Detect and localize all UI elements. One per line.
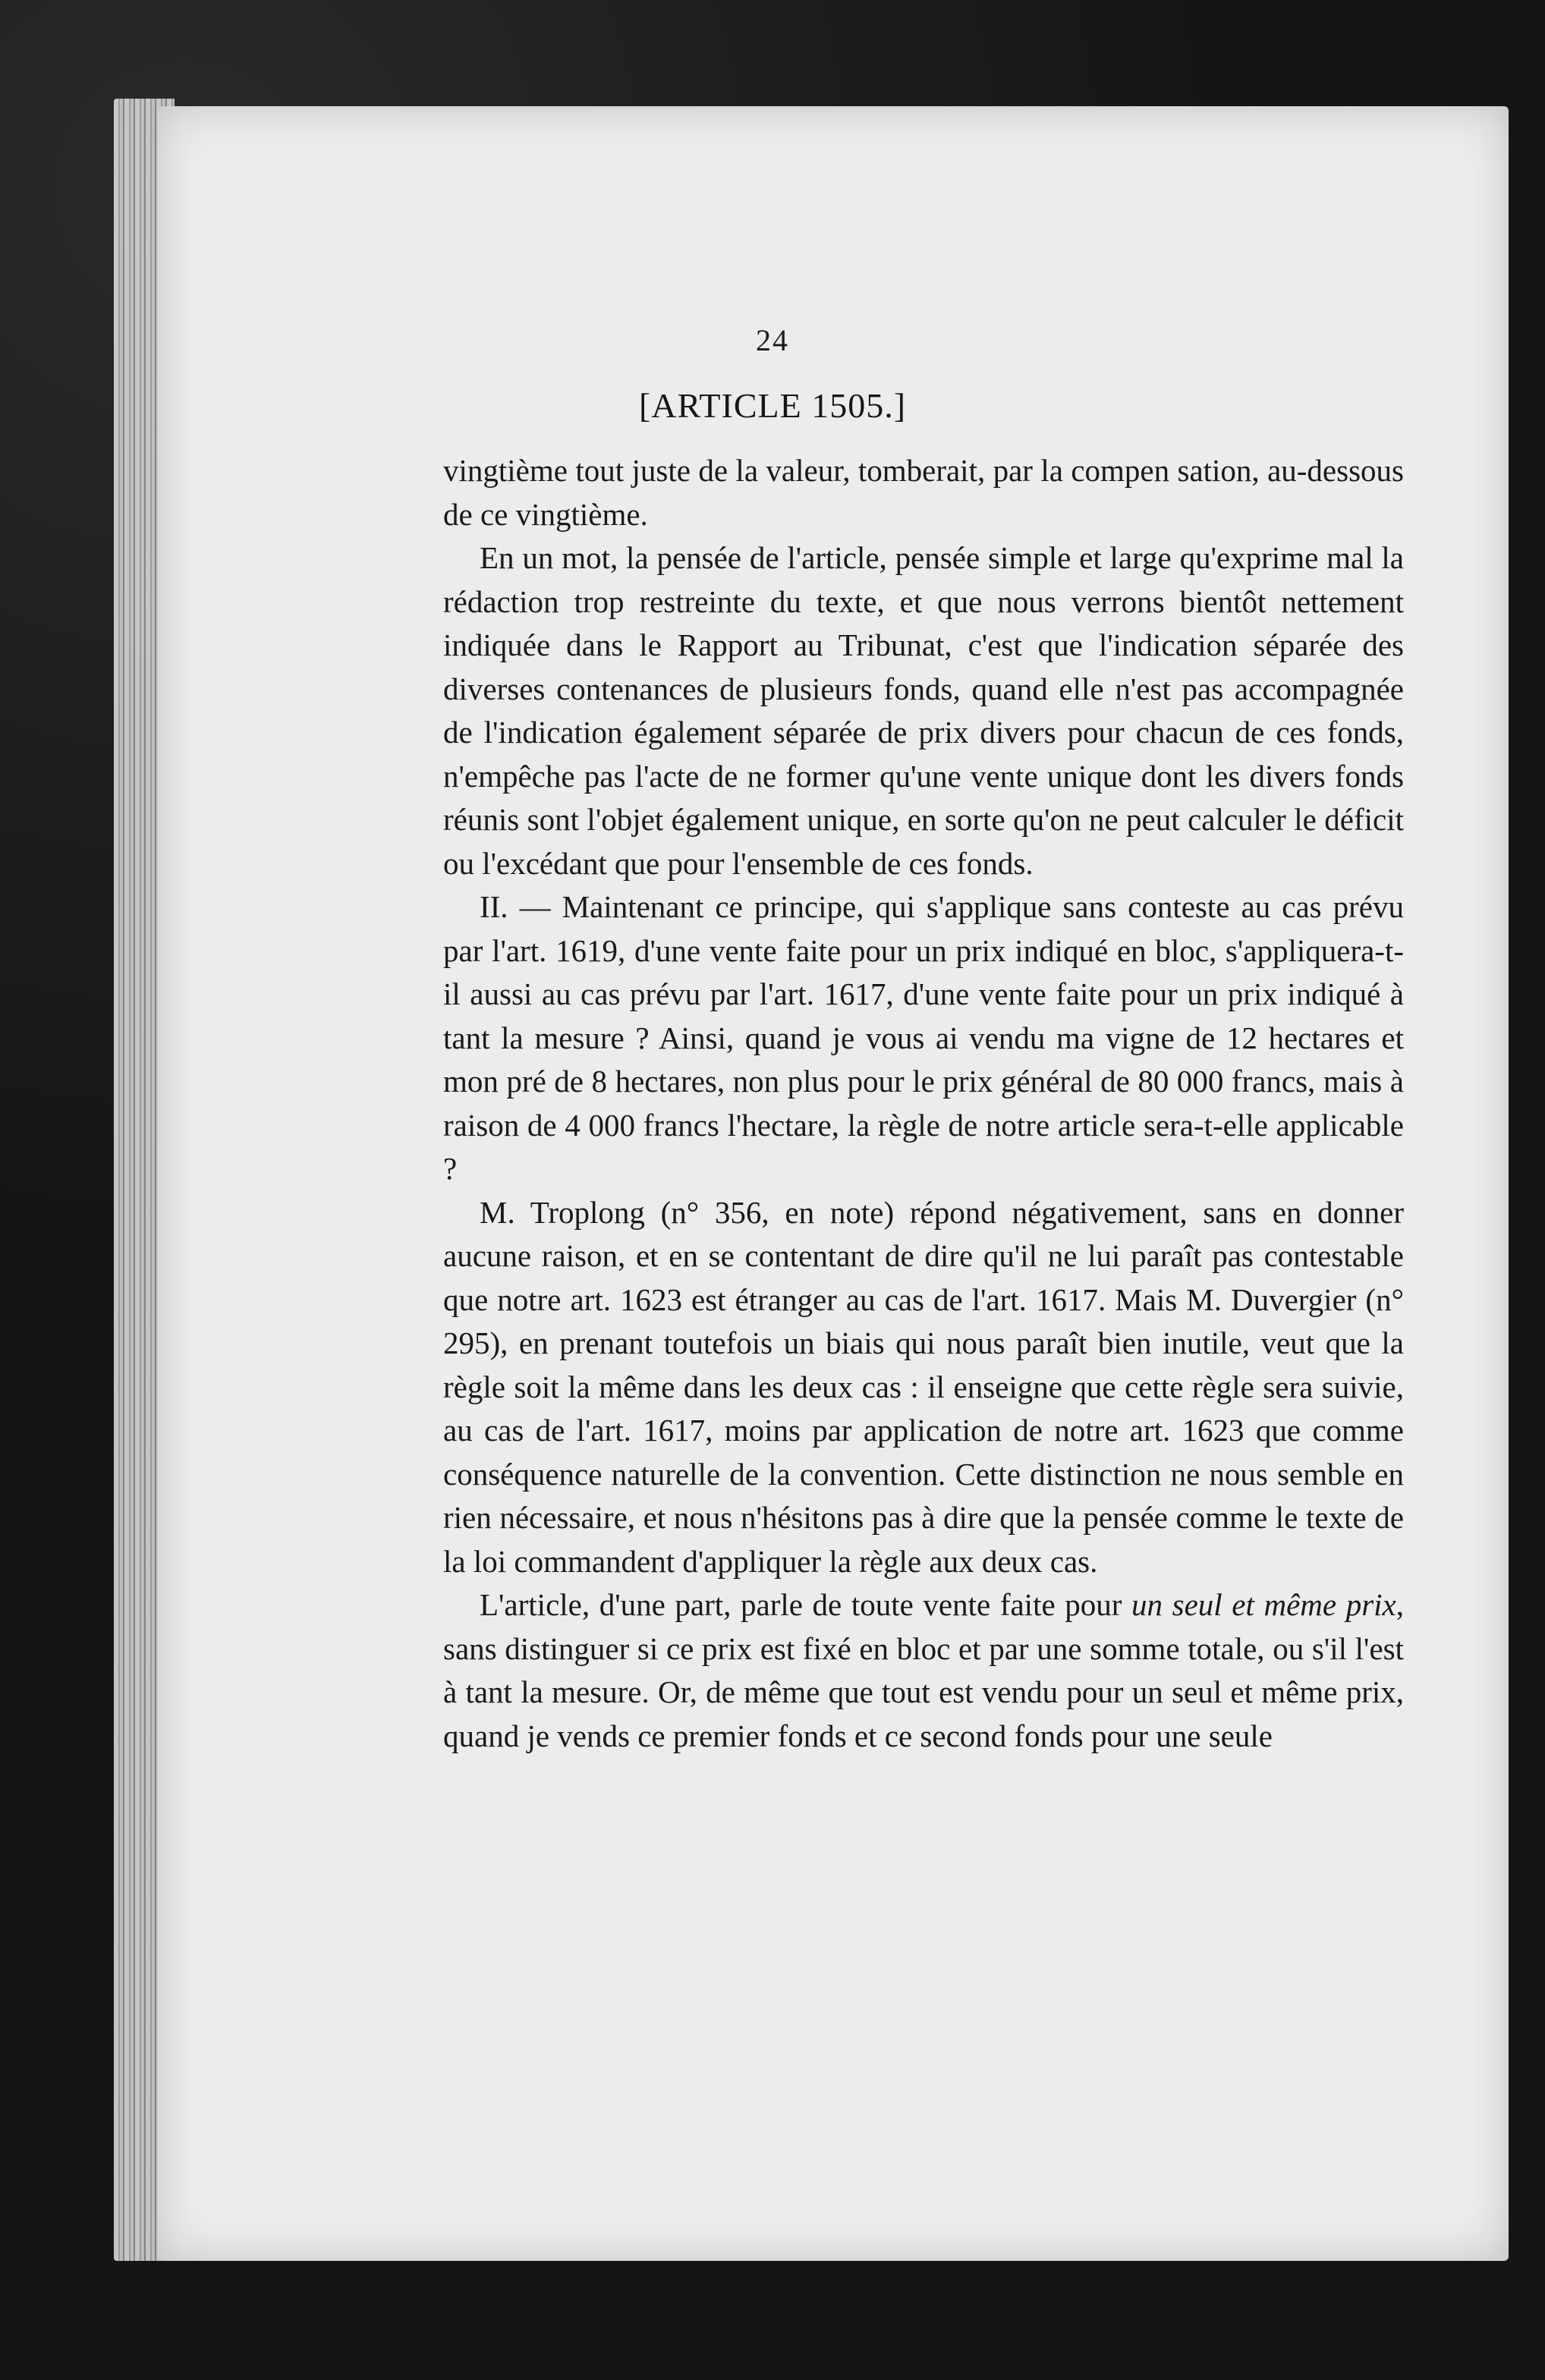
body-text xyxy=(443,449,1404,1758)
text-run: L'article, d'une part, parle de toute vente faite pour xyxy=(480,1587,1132,1622)
running-head: [ARTICLE 1505.] xyxy=(638,386,907,425)
page-number: 24 xyxy=(756,323,789,357)
text-run: , sans distinguer si ce prix est fixé en bloc et par une somme totale, ou s'il l'est à tant la mesure. Or, de même que tout est vendu pour un seul et même prix, quand je vends ce premier fonds et ce second fonds pour une seule xyxy=(443,1587,1404,1753)
paragraph: II. — Maintenant ce principe, qui s'applique sans conteste au cas prévu par l'art. 1619, d'une vente faite pour un prix indiqué en bloc, s'appliquera-t-il aussi au cas prévu par l'art. 1617, d'une vente faite pour un prix indiqué à tant la mesure ? Ainsi, quand je vous ai vendu ma vigne de 12 hectares et mon pré de 8 hectares, non plus pour le prix général de 80 000 francs, mais à raison de 4 000 francs l'hectare, la règle de notre article sera-t-elle applicable ? xyxy=(443,889,1404,1186)
paragraph-continuation: vingtième tout juste de la valeur, tomberait, par la compen sation, au-dessous de ce vingtième. xyxy=(443,453,1404,532)
paragraph: M. Troplong (n° 356, en note) répond négativement, sans en donner aucune raison, et en se contentant de dire qu'il ne lui paraît pas contestable que notre art. 1623 est étranger au cas de l'art. 1617. Mais M. Duvergier (n° 295), en prenant toutefois un biais qui nous paraît bien inutile, veut que la règle soit la même dans les deux cas : il enseigne que cette règle sera suivie, au cas de l'art. 1617, moins par application de notre art. 1623 que comme conséquence naturelle de la convention. Cette distinction ne nous semble en rien nécessaire, et nous n'hésitons pas à dire que la pensée comme le texte de la loi commandent d'appliquer la règle aux deux cas. xyxy=(443,1194,1404,1579)
italic-phrase: un seul et même prix xyxy=(1131,1587,1396,1622)
paragraph: En un mot, la pensée de l'article, pensée simple et large qu'exprime mal la rédaction trop restreinte du texte, et que nous verrons bientôt nettement indiquée dans le Rapport au Tribunat, c'est que l'indication séparée des diverses contenances de plusieurs fonds, quand elle n'est pas accompagnée de l'indication également séparée de prix divers pour chacun de ces fonds, n'empêche pas l'acte de ne former qu'une vente unique dont les divers fonds réunis sont l'objet également unique, en sorte qu'on ne peut calculer le déficit ou l'excédant que pour l'ensemble de ces fonds. xyxy=(443,540,1404,881)
paragraph-last xyxy=(443,1583,1404,1758)
